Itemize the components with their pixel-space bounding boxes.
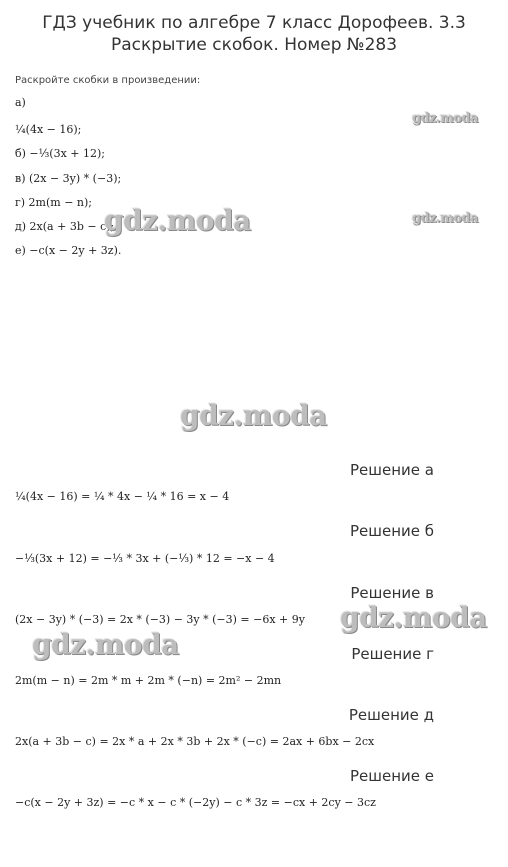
watermark: gdz.moda <box>180 399 327 432</box>
task-d: д) 2x(a + 3b − c); <box>15 220 115 233</box>
page-title: ГДЗ учебник по алгебре 7 класс Дорофеев. 3.3 Раскрытие скобок. Номер №283 <box>42 13 466 55</box>
task-e: е) −c(x − 2y + 3z). <box>15 244 122 257</box>
solution-heading-a: Решение а <box>350 461 434 479</box>
watermark: gdz.moda <box>32 628 179 661</box>
solution-heading-b: Решение б <box>349 522 434 540</box>
task-label-a: а) <box>15 96 26 109</box>
task-a: ¼(4x − 16); <box>15 123 82 136</box>
task-prompt: Раскройте скобки в произведении: <box>15 75 201 86</box>
solution-b: −⅓(3x + 12) = −⅓ * 3x + (−⅓) * 12 = −x − 4 <box>15 552 275 565</box>
watermark: gdz.moda <box>412 211 479 226</box>
solution-heading-e: Решение е <box>349 767 434 785</box>
task-v: в) (2x − 3y) * (−3); <box>15 172 122 185</box>
solution-g: 2m(m − n) = 2m * m + 2m * (−n) = 2m² − 2mn <box>15 674 282 687</box>
solution-heading-d: Решение д <box>348 706 434 724</box>
solution-v: (2x − 3y) * (−3) = 2x * (−3) − 3y * (−3) = −6x + 9y <box>15 613 305 626</box>
solution-heading-g: Решение г <box>351 645 434 663</box>
solution-d: 2x(a + 3b − c) = 2x * a + 2x * 3b + 2x * (−c) = 2ax + 6bx − 2cx <box>15 735 375 748</box>
solution-a: ¼(4x − 16) = ¼ * 4x − ¼ * 16 = x − 4 <box>15 490 230 503</box>
task-b: б) −⅓(3x + 12); <box>15 147 105 160</box>
watermark: gdz.moda <box>412 111 479 126</box>
task-g: г) 2m(m − n); <box>15 196 92 209</box>
watermark: gdz.moda <box>104 204 251 237</box>
solution-e: −c(x − 2y + 3z) = −c * x − c * (−2y) − c * 3z = −cx + 2cy − 3cz <box>15 796 376 809</box>
solution-heading-v: Решение в <box>350 584 434 602</box>
watermark: gdz.moda <box>340 601 487 634</box>
